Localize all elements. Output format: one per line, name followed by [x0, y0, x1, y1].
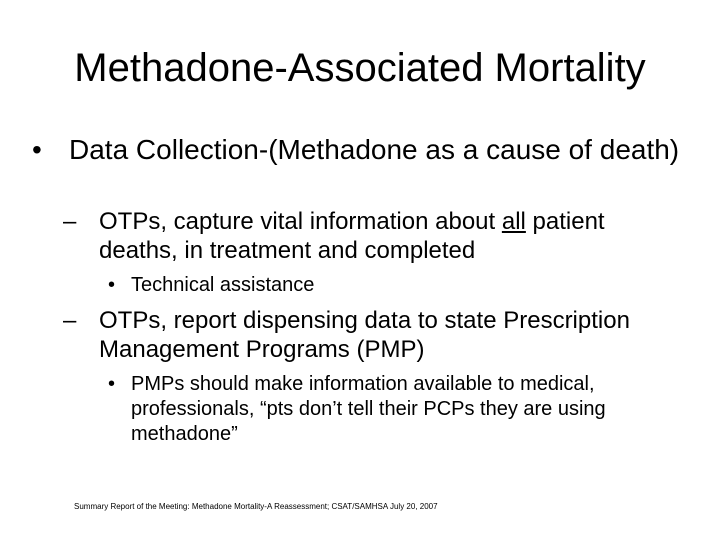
bullet-marker: • — [108, 373, 116, 395]
subbullet-otp-report — [63, 306, 679, 364]
dash-marker: – — [63, 307, 77, 334]
subsubbullet-text: Technical assistance — [131, 274, 315, 296]
subbullet-otp-capture — [63, 207, 679, 265]
bullet-marker: • — [32, 134, 42, 165]
subbullet-text-before: OTPs, capture vital information about — [99, 208, 502, 235]
underlined-word: all — [501, 208, 526, 235]
subsubbullet-technical-assistance — [108, 273, 691, 298]
subsubbullet-pmp-info — [108, 372, 691, 447]
subsubbullet-text: PMPs should make information available to medical, professionals, “pts don’t tell their PCPs they are using methadone” — [131, 373, 606, 445]
footnote-citation: Summary Report of the Meeting: Methadone Mortality-A Reassessment; CSAT/SAMHSA July 20, 2007 — [74, 502, 438, 511]
subbullet-text: OTPs, report dispensing data to state Prescription Management Programs (PMP) — [99, 307, 630, 363]
subbullet-text-after: patient deaths, in treatment and completed — [99, 208, 605, 264]
bullet-marker: • — [108, 274, 116, 296]
bullet-text: Data Collection-(Methadone as a cause of death) — [69, 134, 680, 165]
dash-marker: – — [63, 208, 77, 235]
bullet-data-collection — [32, 134, 689, 166]
slide-title: Methadone-Associated Mortality — [74, 46, 646, 90]
